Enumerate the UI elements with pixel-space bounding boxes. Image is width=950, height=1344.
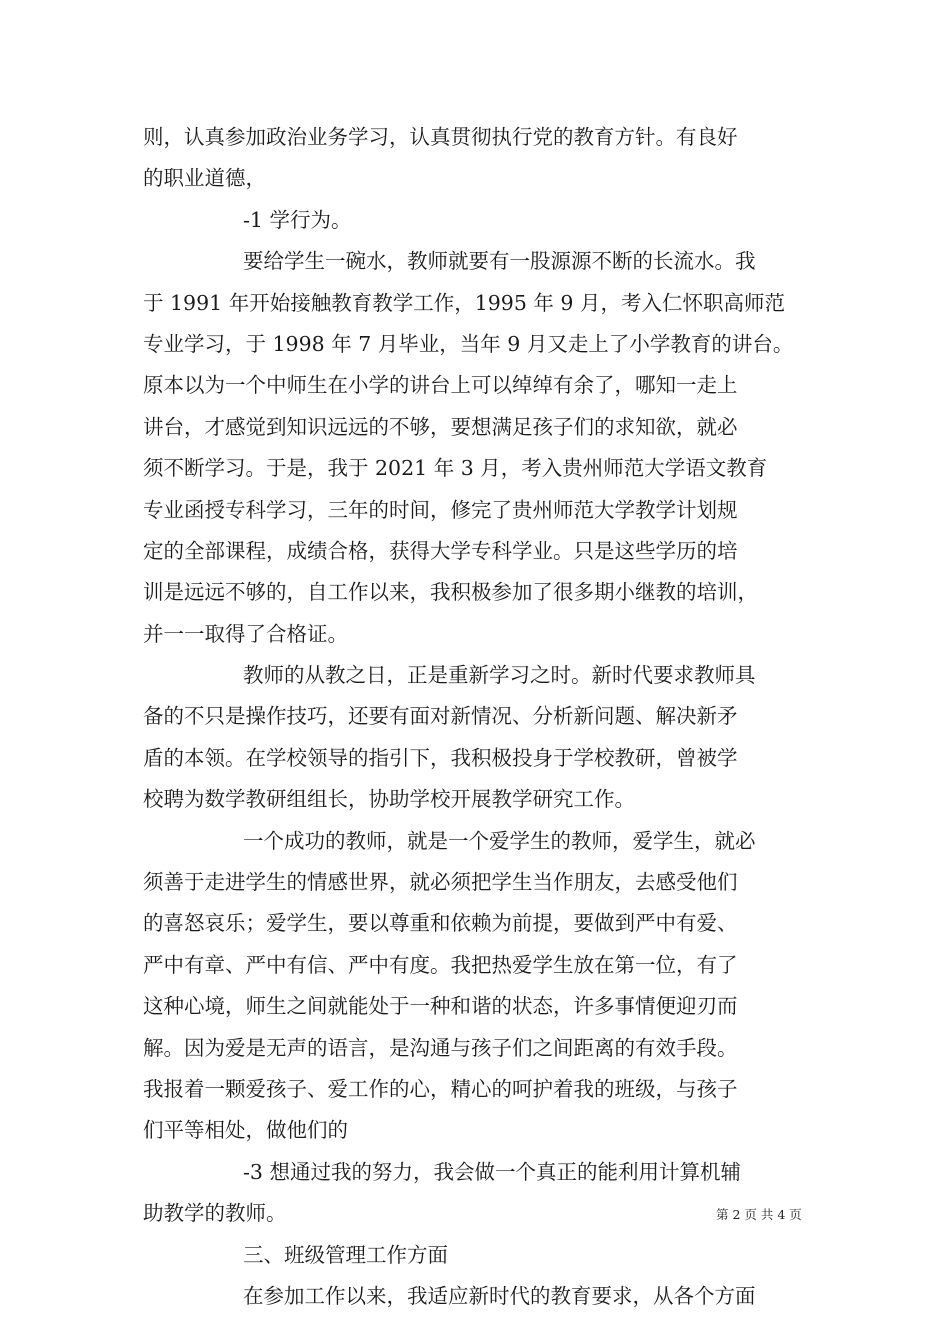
text-line: 解。因为爱是无声的语言，是沟通与孩子们之间距离的有效手段。	[143, 1035, 738, 1060]
text-line: 盾的本领。在学校领导的指引下，我积极投身于学校教研，曾被学	[143, 745, 738, 770]
text-line: 校聘为数学教研组组长，协助学校开展教学研究工作。	[143, 787, 635, 812]
text-line: -3 想通过我的努力，我会做一个真正的能利用计算机辅	[243, 1159, 741, 1184]
text-line: 讲台，才感觉到知识远远的不够，要想满足孩子们的求知欲，就必	[143, 414, 738, 439]
text-line: -1 学行为。	[243, 207, 352, 232]
text-line: 备的不只是操作技巧，还要有面对新情况、分析新问题、解决新矛	[143, 704, 738, 729]
section-heading: 三、班级管理工作方面	[243, 1242, 448, 1267]
text-line: 要给学生一碗水，教师就要有一股源源不断的长流水。我	[243, 249, 756, 274]
text-line: 原本以为一个中师生在小学的讲台上可以绰绰有余了，哪知一走上	[143, 373, 738, 398]
text-line: 的职业道德，	[143, 166, 266, 191]
text-line: 专业函授专科学习，三年的时间，修完了贵州师范大学教学计划规	[143, 497, 738, 522]
text-line: 们平等相处，做他们的	[143, 1118, 348, 1143]
text-line: 我报着一颗爱孩子、爱工作的心，精心的呵护着我的班级，与孩子	[143, 1076, 738, 1101]
text-line: 一个成功的教师，就是一个爱学生的教师，爱学生，就必	[243, 828, 756, 853]
text-line: 于 1991 年开始接触教育教学工作，1995 年 9 月，考入仁怀职高师范	[143, 290, 785, 315]
text-line: 严中有章、严中有信、严中有度。我把热爱学生放在第一位，有了	[143, 952, 738, 977]
text-line: 则，认真参加政治业务学习，认真贯彻执行党的教育方针。有良好	[143, 125, 738, 149]
page-number-footer: 第 2 页 共 4 页	[716, 1207, 802, 1222]
text-line: 的喜怒哀乐；爱学生，要以尊重和依赖为前提，要做到严中有爱、	[143, 911, 738, 936]
text-line: 须不断学习。于是，我于 2021 年 3 月，考入贵州师范大学语文教育	[143, 456, 768, 481]
text-line: 助教学的教师。	[143, 1201, 287, 1226]
text-line: 在参加工作以来，我适应新时代的教育要求，从各个方面	[243, 1283, 756, 1308]
text-line: 专业学习，于 1998 年 7 月毕业，当年 9 月又走上了小学教育的讲台。	[143, 331, 794, 356]
text-line: 定的全部课程，成绩合格，获得大学专科学业。只是这些学历的培	[143, 538, 738, 563]
text-line: 这种心境，师生之间就能处于一种和谐的状态，许多事情便迎刃而	[143, 994, 738, 1019]
text-line: 训是远远不够的，自工作以来，我积极参加了很多期小继教的培训，	[143, 580, 758, 605]
text-line: 须善于走进学生的情感世界，就必须把学生当作朋友，去感受他们	[143, 870, 738, 895]
text-line: 并一一取得了合格证。	[143, 621, 348, 646]
body-text	[143, 117, 813, 1317]
text-line: 教师的从教之日，正是重新学习之时。新时代要求教师具	[243, 663, 756, 688]
